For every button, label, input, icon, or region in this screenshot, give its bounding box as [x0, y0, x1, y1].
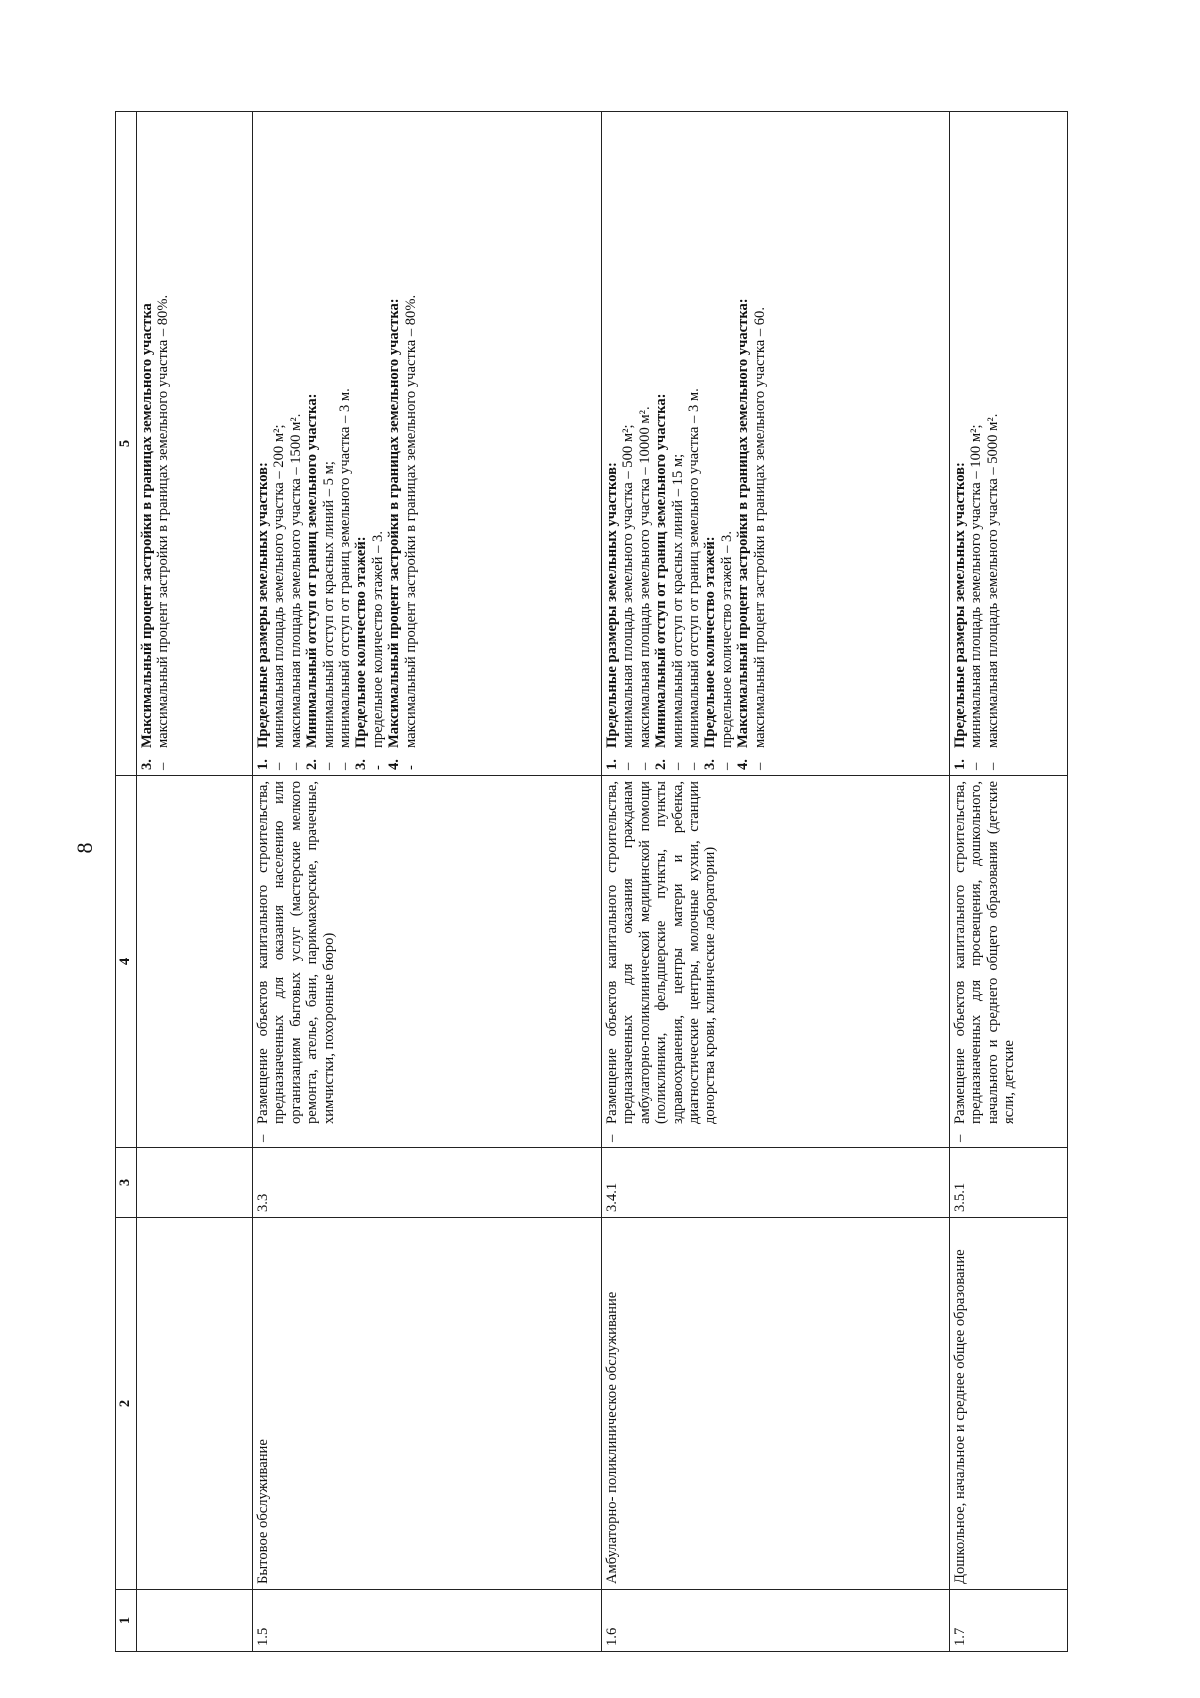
use-code: 3.3: [253, 1148, 602, 1218]
row-number: 1.7: [950, 1590, 1068, 1652]
table-row: [602, 112, 950, 1652]
use-name: Амбулаторно- поликлиническое обслуживание: [602, 1218, 950, 1590]
param-sub: – максимальный процент застройки в границах земельного участка – 80%.: [155, 294, 172, 770]
use-code: 3.5.1: [950, 1148, 1068, 1218]
header-col-2: 2: [116, 1218, 137, 1590]
params-cell: [137, 112, 253, 776]
header-col-1: 1: [116, 1590, 137, 1652]
use-code: 3.4.1: [602, 1148, 950, 1218]
use-description: – Размещение объектов капитального строительства, предназначенных для просвещения, дошкольного, начального и среднего общего образования (детские ясли, детские: [950, 776, 1068, 1148]
use-description: – Размещение объектов капитального строительства, предназначенных для оказания гражданам амбулаторно-поликлинической медицинской помощи (поликлиники, фельдшерские пункты, пункты здравоохранения, центры матери и ребенка, диагностические центры, молочные кухни, станции донорства крови, клинические лаборатории): [602, 776, 950, 1148]
table-row: [950, 112, 1068, 1652]
params-cell: 1. Предельные размеры земельных участков: – минимальная площадь земельного участка – 100 м²; – максимальная площадь земельного участка – 5000 м².: [950, 112, 1068, 776]
rotated-table-wrapper: [115, 112, 1075, 1652]
use-name: Дошкольное, начальное и среднее общее образование: [950, 1218, 1068, 1590]
zoning-table: [115, 111, 1068, 1652]
table-row: [137, 112, 253, 1652]
header-col-3: 3: [116, 1148, 137, 1218]
header-row: [116, 112, 137, 1652]
row-number: 1.5: [253, 1590, 602, 1652]
use-description: – Размещение объектов капитального строительства, предназначенных для оказания населению или организациям бытовых услуг (мастерские мелкого ремонта, ателье, бани, парикмахерские, прачечные, химчистки, похоронные бюро): [253, 776, 602, 1148]
param-item: 3. Максимальный процент застройки в границах земельного участка: [139, 303, 155, 770]
params-cell: 1. Предельные размеры земельных участков: – минимальная площадь земельного участка – 500 м²; – максимальная площадь земельного участка – 10000 м². 2. Минимальный отступ от границ земельного участка: – минимальный отступ от красных линий – 15 м; – минимальный отступ от границ земельного участка – 3 м. 3. Предельное количество этажей: – предельное количество этажей – 3. 4. Максимальный процент застройки в границах земельного участка: – максимальный процент застройки в границах земельного участка – 60.: [602, 112, 950, 776]
page-number: 8: [72, 842, 97, 854]
table-row: [253, 112, 602, 1652]
header-col-5: 5: [116, 112, 137, 776]
header-col-4: 4: [116, 776, 137, 1148]
use-name: Бытовое обслуживание: [253, 1218, 602, 1590]
row-number: 1.6: [602, 1590, 950, 1652]
params-cell: 1. Предельные размеры земельных участков: – минимальная площадь земельного участка – 200 м²; – максимальная площадь земельного участка – 1500 м². 2. Минимальный отступ от границ земельного участка: – минимальный отступ от красных линий – 5 м; – минимальный отступ от границ земельного участка – 3 м. 3. Предельное количество этажей: - предельное количество этажей – 3. 4. Максимальный процент застройки в границах земельного участка: - максимальный процент застройки в границах земельного участка – 80%.: [253, 112, 602, 776]
